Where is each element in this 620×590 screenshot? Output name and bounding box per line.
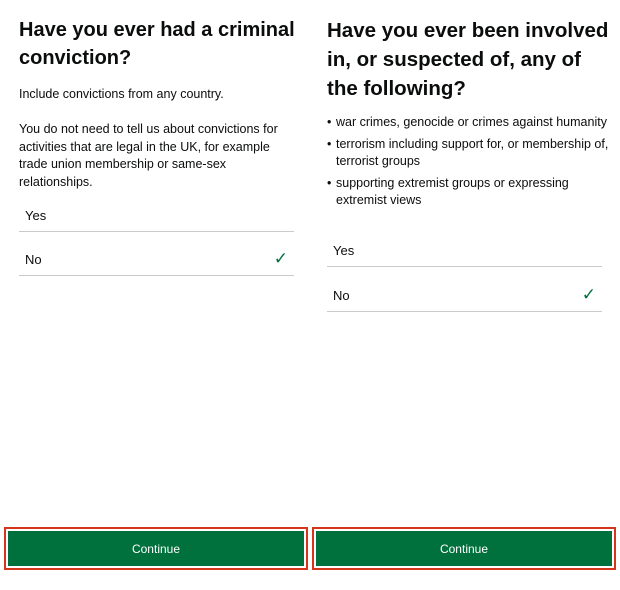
option-label: Yes (333, 242, 355, 258)
option-label: Yes (25, 207, 47, 223)
bullet-icon: • (327, 136, 332, 151)
option-label: No (25, 251, 42, 267)
bullet-list (327, 114, 614, 214)
list-item: • supporting extremist groups or expressing extremist views (327, 175, 569, 207)
list-item: • war crimes, genocide or crimes against humanity (327, 114, 614, 132)
check-icon: ✓ (581, 285, 596, 305)
option-no[interactable] (327, 279, 602, 312)
option-yes[interactable] (327, 234, 602, 267)
list-item: • terrorism including support for, or membership of, terrorist groups (327, 136, 609, 168)
hint-text: Include convictions from any country. (19, 87, 224, 101)
continue-button[interactable]: Continue (8, 531, 304, 566)
continue-highlight (312, 527, 616, 570)
option-label: No (333, 287, 350, 303)
option-no[interactable] (19, 243, 294, 276)
bullet-icon: • (327, 175, 332, 190)
check-icon: ✓ (273, 249, 288, 269)
page-title: Have you ever been involved in, or suspected of, any of the following? (327, 19, 609, 100)
hint-text: You do not need to tell us about convictions for activities that are legal in the UK, for example trade union membership or same-sex relationships. (19, 122, 278, 189)
involvement-screen (310, 0, 620, 590)
bullet-icon: • (327, 115, 332, 129)
continue-button[interactable]: Continue (316, 531, 612, 566)
page-title: Have you ever had a criminal conviction? (19, 19, 295, 69)
option-yes[interactable] (19, 199, 294, 232)
continue-highlight (4, 527, 308, 570)
